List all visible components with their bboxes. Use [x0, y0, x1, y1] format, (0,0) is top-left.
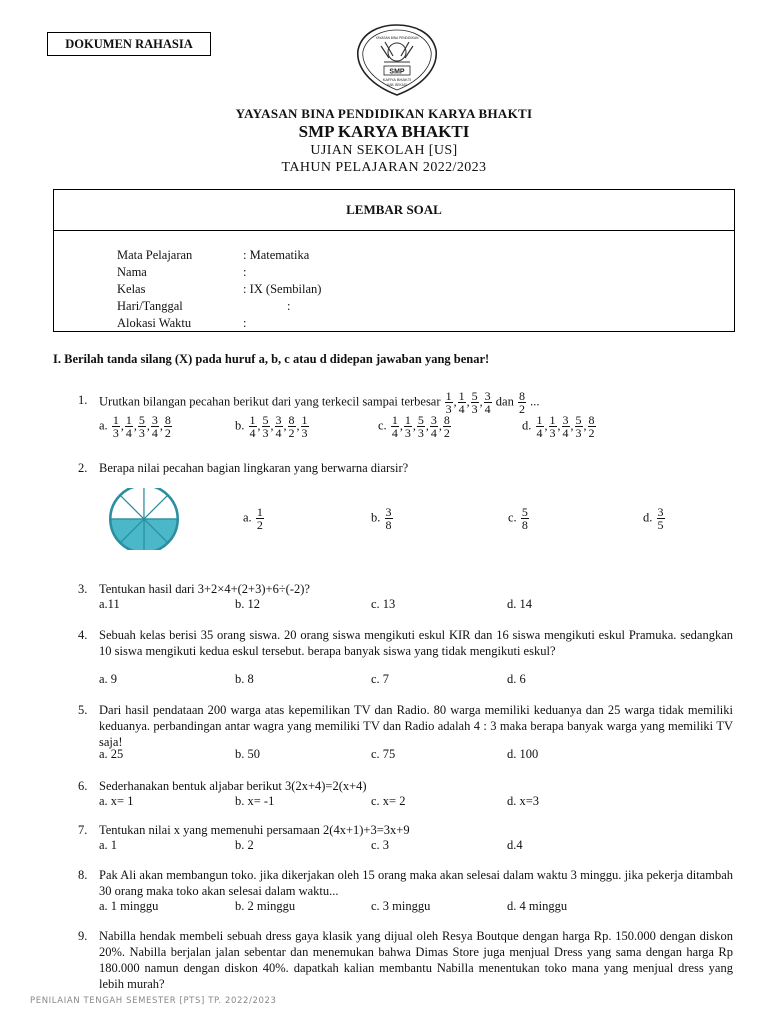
fraction: $\frac{1}{3}$ [445, 389, 452, 416]
option-fractions: $\frac{1}{4}$ , $\frac{5}{3}$ , $\frac{3}{4}$ , $\frac{8}{2}$ , $\frac{1}{3}$ [249, 413, 308, 440]
fraction: $\frac{8}{2}$ [518, 389, 525, 416]
fraction: $\frac{5}{3}$ [417, 413, 424, 440]
option-a[interactable]: a. 1 [99, 838, 118, 852]
option-b[interactable]: b. 50 [235, 747, 260, 761]
fraction: $\frac{8}{2}$ [288, 413, 295, 440]
fraction: $\frac{5}{3}$ [575, 413, 582, 440]
info-label: Mata Pelajaran [117, 248, 193, 262]
question-number: 4. [78, 628, 88, 642]
question-number: 6. [78, 779, 88, 793]
question-number: 5. [78, 703, 88, 717]
option-c[interactable]: c. 13 [371, 597, 396, 611]
option-c[interactable]: c. 75 [371, 747, 396, 761]
question-5 [78, 702, 733, 750]
info-label: Alokasi Waktu [117, 316, 192, 330]
question-text: Tentukan nilai x yang memenuhi persamaan 2(4x+1)+3=3x+9 [99, 823, 410, 837]
option-b[interactable]: b. x= -1 [235, 794, 275, 808]
option-d[interactable]: d.4 [507, 838, 523, 852]
fraction: $\frac{1}{4}$ [249, 413, 256, 440]
question-text: Nabilla hendak membeli sebuah dress gaya klasik yang dijual oleh Resya Boutque dengan harga Rp. 150.000 dengan diskon 20%. Nabilla berjalan jalan sebentar dan menemukan bahwa Dimas Store juga menjual Dress yang sama dengan harga Rp 180.000 namun dengan diskon 40%. dapatkah kalian membantu Nabilla menentukan toko mana yang menjual dress yang lebih murah? [99, 929, 733, 991]
question-6 [78, 778, 733, 794]
option-c[interactable]: c. x= 2 [371, 794, 406, 808]
foundation-name: YAYASAN BINA PENDIDIKAN KARYA BHAKTI [235, 106, 533, 121]
fraction: $\frac{8}{2}$ [588, 413, 595, 440]
question-text: Sederhanakan bentuk aljabar berikut 3(2x+4)=2(x+4) [99, 779, 367, 793]
fraction: $\frac{8}{2}$ [164, 413, 171, 440]
question-1 [78, 390, 733, 415]
academic-year: TAHUN PELAJARAN 2022/2023 [281, 160, 487, 175]
fraction: $\frac{3}{4}$ [430, 413, 437, 440]
shaded-circle-figure [108, 488, 180, 555]
question-3 [78, 581, 733, 597]
option-b[interactable]: b. 2 [235, 838, 254, 852]
option-a[interactable]: a. 1 minggu [99, 899, 159, 913]
school-name: SMP KARYA BHAKTI [298, 122, 470, 141]
option-a[interactable]: a. $\frac{1}{2}$ [243, 505, 263, 532]
fraction: $\frac{3}{4}$ [484, 389, 491, 416]
logo-text-line1: KARYA BHAKTI [382, 77, 412, 82]
fraction: $\frac{1}{3}$ [301, 413, 308, 440]
option-fractions: $\frac{1}{4}$ , $\frac{1}{3}$ , $\frac{3}{4}$ , $\frac{5}{3}$ , $\frac{8}{2}$ [536, 413, 595, 440]
question-number: 2. [78, 461, 88, 475]
info-label: Kelas [117, 282, 146, 296]
option-b[interactable]: b. 12 [235, 597, 260, 611]
question-text: Sebuah kelas berisi 35 orang siswa. 20 orang siswa mengikuti eskul KIR dan 16 siswa mengikuti eskul Pramuka. sedangkan 10 siswa mengikuti kedua eskul tersebut. berapa banyak siswa yang tidak mengikuti eskul? [99, 628, 733, 658]
sheet-title: LEMBAR SOAL [54, 190, 734, 231]
option-d[interactable]: d. $\frac{1}{4}$ , $\frac{1}{3}$ , $\frac{3}{4}$ , $\frac{5}{3}$ , $\frac{8}{2}$ [522, 413, 595, 440]
logo-text-arc: YAYASAN BINA PENDIDIKAN [375, 36, 419, 40]
fraction: $\frac{1}{3}$ [404, 413, 411, 440]
question-2 [78, 460, 733, 476]
fraction: $\frac{1}{3}$ [112, 413, 119, 440]
fraction: $\frac{1}{4}$ [125, 413, 132, 440]
question-number: 3. [78, 582, 88, 596]
question-number: 8. [78, 868, 88, 882]
info-value: : [243, 265, 247, 279]
question-8 [78, 867, 733, 899]
info-label: Nama [117, 265, 147, 279]
logo-text-top: SMP [389, 68, 405, 76]
fraction: $\frac{1}{4}$ [391, 413, 398, 440]
option-b[interactable]: b. $\frac{1}{4}$ , $\frac{5}{3}$ , $\frac{3}{4}$ , $\frac{8}{2}$ , $\frac{1}{3}$ [235, 413, 308, 440]
question-4 [78, 627, 733, 659]
exam-name: UJIAN SEKOLAH [US] [310, 143, 458, 158]
fraction: $\frac{1}{3}$ [549, 413, 556, 440]
option-c[interactable]: c. $\frac{5}{8}$ [508, 505, 528, 532]
instruction: I. Berilah tanda silang (X) pada huruf a, b, c atau d didepan jawaban yang benar! [53, 352, 490, 366]
option-d[interactable]: d. 100 [507, 747, 539, 761]
question-number: 9. [78, 929, 88, 943]
info-value: : Matematika [243, 248, 310, 262]
option-b[interactable]: b. $\frac{3}{8}$ [371, 505, 392, 532]
confidential-badge: DOKUMEN RAHASIA [47, 32, 211, 56]
option-fractions: $\frac{1}{4}$ , $\frac{1}{3}$ , $\frac{5}{3}$ , $\frac{3}{4}$ , $\frac{8}{2}$ [391, 413, 450, 440]
question-text: Pak Ali akan membangun toko. jika dikerjakan oleh 15 orang maka akan selesai dalam waktu 3 minggu. jika pekerja ditambah 30 orang maka toko akan selesai dalam waktu... [99, 868, 733, 898]
option-a[interactable]: a. 25 [99, 747, 124, 761]
option-d[interactable]: d. 6 [507, 672, 526, 686]
info-value: : [243, 316, 247, 330]
page-footer: PENILAIAN TENGAH SEMESTER [PTS] TP. 2022/2023 [30, 996, 277, 1006]
fraction: $\frac{3}{4}$ [562, 413, 569, 440]
option-a[interactable]: a.11 [99, 597, 120, 611]
option-c[interactable]: c. 3 minggu [371, 899, 431, 913]
fraction: $\frac{5}{3}$ [262, 413, 269, 440]
info-value: : [287, 299, 291, 313]
logo-text-line2: KAB. BEKASI [387, 83, 407, 87]
option-a[interactable]: a. 9 [99, 672, 118, 686]
question-fractions: $\frac{1}{3}$ , $\frac{1}{4}$ , $\frac{5}{3}$ , $\frac{3}{4}$ [445, 389, 491, 416]
fraction: $\frac{3}{4}$ [151, 413, 158, 440]
question-text: Dari hasil pendataan 200 warga atas kepemilikan TV dan Radio. 80 warga memiliki keduanya dan 25 warga tidak memiliki keduanya. perbandingan antar wagra yang memiliki TV dan Radio adalah 4 : 3 maka berapa banyak warga yang memiliki TV saja! [99, 703, 733, 749]
option-d[interactable]: d. $\frac{3}{5}$ [643, 505, 664, 532]
option-a[interactable]: a. $\frac{1}{3}$ , $\frac{1}{4}$ , $\frac{5}{3}$ , $\frac{3}{4}$ , $\frac{8}{2}$ [99, 413, 171, 440]
fraction: $\frac{5}{3}$ [138, 413, 145, 440]
option-c[interactable]: c. 7 [371, 672, 390, 686]
logo-emblem-icon [381, 42, 413, 62]
question-text: Urutkan bilangan pecahan berikut dari yang terkecil sampai terbesar $\frac{1}{3}$ , $\frac{1}{4}$ , $\frac{5}{3}$ , $\frac{3}{4}$ dan $\frac{8}{2}$ ... [99, 389, 540, 416]
option-d[interactable]: d. x=3 [507, 794, 540, 808]
option-fractions: $\frac{1}{3}$ , $\frac{1}{4}$ , $\frac{5}{3}$ , $\frac{3}{4}$ , $\frac{8}{2}$ [112, 413, 171, 440]
info-label: Hari/Tanggal [117, 299, 183, 313]
option-d[interactable]: d. 14 [507, 597, 532, 611]
option-a[interactable]: a. x= 1 [99, 794, 134, 808]
option-c[interactable]: c. 3 [371, 838, 390, 852]
question-7 [78, 822, 733, 838]
fraction: $\frac{8}{2}$ [443, 413, 450, 440]
fraction: $\frac{5}{3}$ [471, 389, 478, 416]
option-c[interactable]: c. $\frac{1}{4}$ , $\frac{1}{3}$ , $\frac{5}{3}$ , $\frac{3}{4}$ , $\frac{8}{2}$ [378, 413, 450, 440]
option-d[interactable]: d. 4 minggu [507, 899, 568, 913]
school-logo [354, 22, 440, 98]
option-b[interactable]: b. 8 [235, 672, 254, 686]
question-text: Berapa nilai pecahan bagian lingkaran yang berwarna diarsir? [99, 461, 409, 475]
question-text: Tentukan hasil dari 3+2×4+(2+3)+6÷(-2)? [99, 582, 310, 596]
exam-info-box [53, 189, 735, 332]
question-number: 1. [78, 393, 88, 407]
fraction: $\frac{1}{4}$ [536, 413, 543, 440]
question-number: 7. [78, 823, 88, 837]
info-value: : IX (Sembilan) [243, 282, 322, 296]
fraction: $\frac{1}{4}$ [458, 389, 465, 416]
question-9 [78, 928, 733, 992]
option-b[interactable]: b. 2 minggu [235, 899, 296, 913]
fraction: $\frac{3}{4}$ [275, 413, 282, 440]
